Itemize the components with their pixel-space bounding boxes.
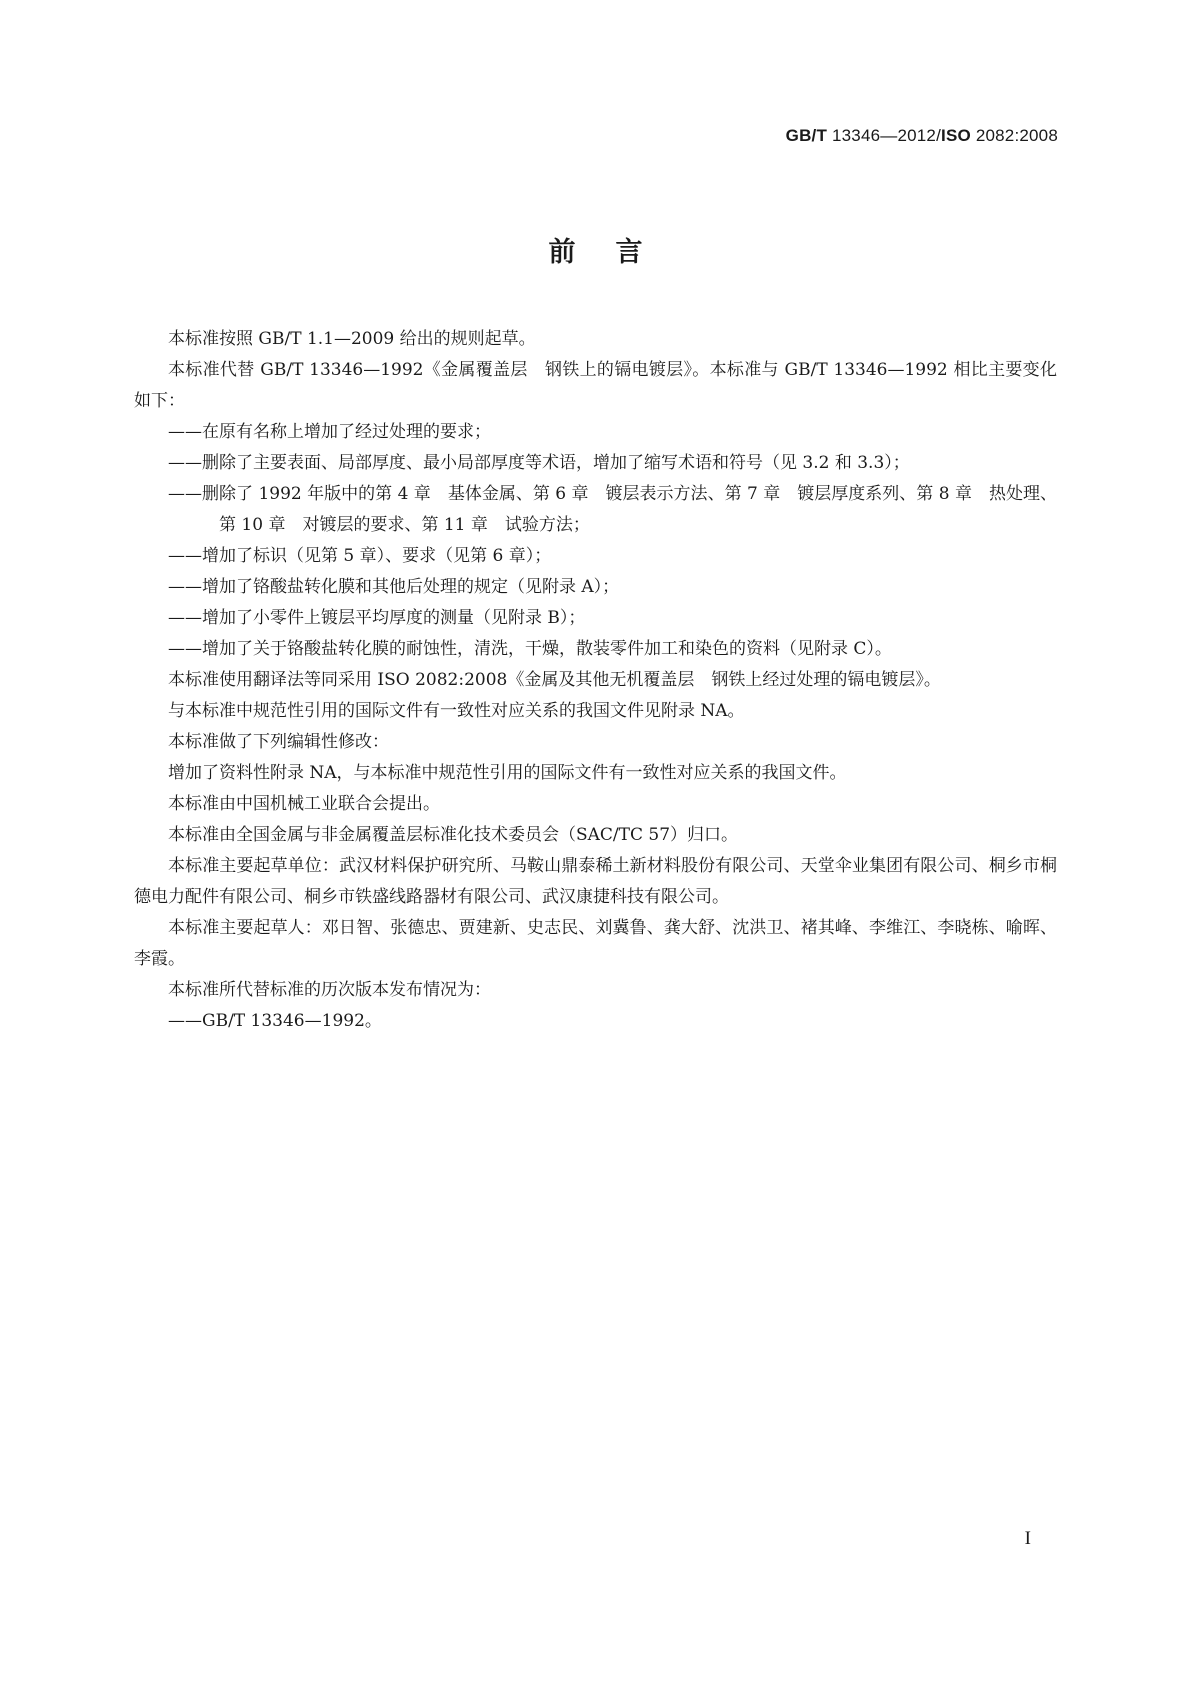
paragraph-drafting-units: 本标准主要起草单位：武汉材料保护研究所、马鞍山鼎泰稀土新材料股份有限公司、天堂伞业集团有限公司、桐乡市桐德电力配件有限公司、桐乡市铁盛线路器材有限公司、武汉康捷科技有限公司。 — [134, 856, 1057, 907]
paragraph-editorial-changes: 本标准做了下列编辑性修改： — [168, 732, 389, 752]
change-item: ——在原有名称上增加了经过处理的要求； — [168, 422, 491, 442]
standard-gb-prefix: GB/T — [785, 126, 828, 145]
change-item: ——增加了小零件上镀层平均厚度的测量（见附录 B）； — [168, 608, 586, 628]
standard-iso-number: 2082:2008 — [970, 126, 1058, 145]
standard-iso-prefix: ISO — [941, 126, 971, 145]
change-item: ——增加了铬酸盐转化膜和其他后处理的规定（见附录 A）； — [168, 577, 620, 597]
page-title: 前言 — [548, 237, 683, 268]
paragraph-adoption: 本标准使用翻译法等同采用 ISO 2082:2008《金属及其他无机覆盖层 钢铁上经过处理的镉电镀层》。 — [168, 670, 941, 690]
paragraph-correspondence: 与本标准中规范性引用的国际文件有一致性对应关系的我国文件见附录 NA。 — [168, 701, 745, 721]
paragraph-centralized-by: 本标准由全国金属与非金属覆盖层标准化技术委员会（SAC/TC 57）归口。 — [168, 825, 739, 845]
page-number: I — [1024, 1528, 1031, 1549]
paragraph-proposed-by: 本标准由中国机械工业联合会提出。 — [168, 794, 440, 814]
paragraph-history-intro: 本标准所代替标准的历次版本发布情况为： — [168, 980, 491, 1000]
change-item: ——增加了关于铬酸盐转化膜的耐蚀性，清洗，干燥，散装零件加工和染色的资料（见附录 C）。 — [168, 639, 892, 659]
paragraph-replaces: 本标准代替 GB/T 13346—1992《金属覆盖层 钢铁上的镉电镀层》。本标准与 GB/T 13346—1992 相比主要变化如下： — [134, 360, 1057, 411]
paragraph-drafters: 本标准主要起草人：邓日智、张德忠、贾建新、史志民、刘冀鲁、龚大舒、沈洪卫、褚其峰、李维江、李晓栋、喻晖、李霞。 — [134, 918, 1057, 969]
standard-gb-number: 13346—2012/ — [827, 126, 942, 145]
change-item: ——删除了主要表面、局部厚度、最小局部厚度等术语，增加了缩写术语和符号（见 3.2 和 3.3）； — [168, 453, 910, 473]
paragraph-annex-na: 增加了资料性附录 NA，与本标准中规范性引用的国际文件有一致性对应关系的我国文件。 — [168, 763, 847, 783]
history-item: ——GB/T 13346—1992。 — [168, 1011, 382, 1031]
standard-code — [786, 126, 1058, 146]
change-item: ——增加了标识（见第 5 章）、要求（见第 6 章）； — [168, 546, 552, 566]
change-item: ——删除了 1992 年版中的第 4 章 基体金属、第 6 章 镀层表示方法、第 7 章 镀层厚度系列、第 8 章 热处理、第 10 章 对镀层的要求、第 11 章 试验方法； — [168, 484, 1057, 535]
paragraph-drafting-rules: 本标准按照 GB/T 1.1—2009 给出的规则起草。 — [168, 329, 536, 349]
foreword-body — [134, 324, 1057, 1037]
